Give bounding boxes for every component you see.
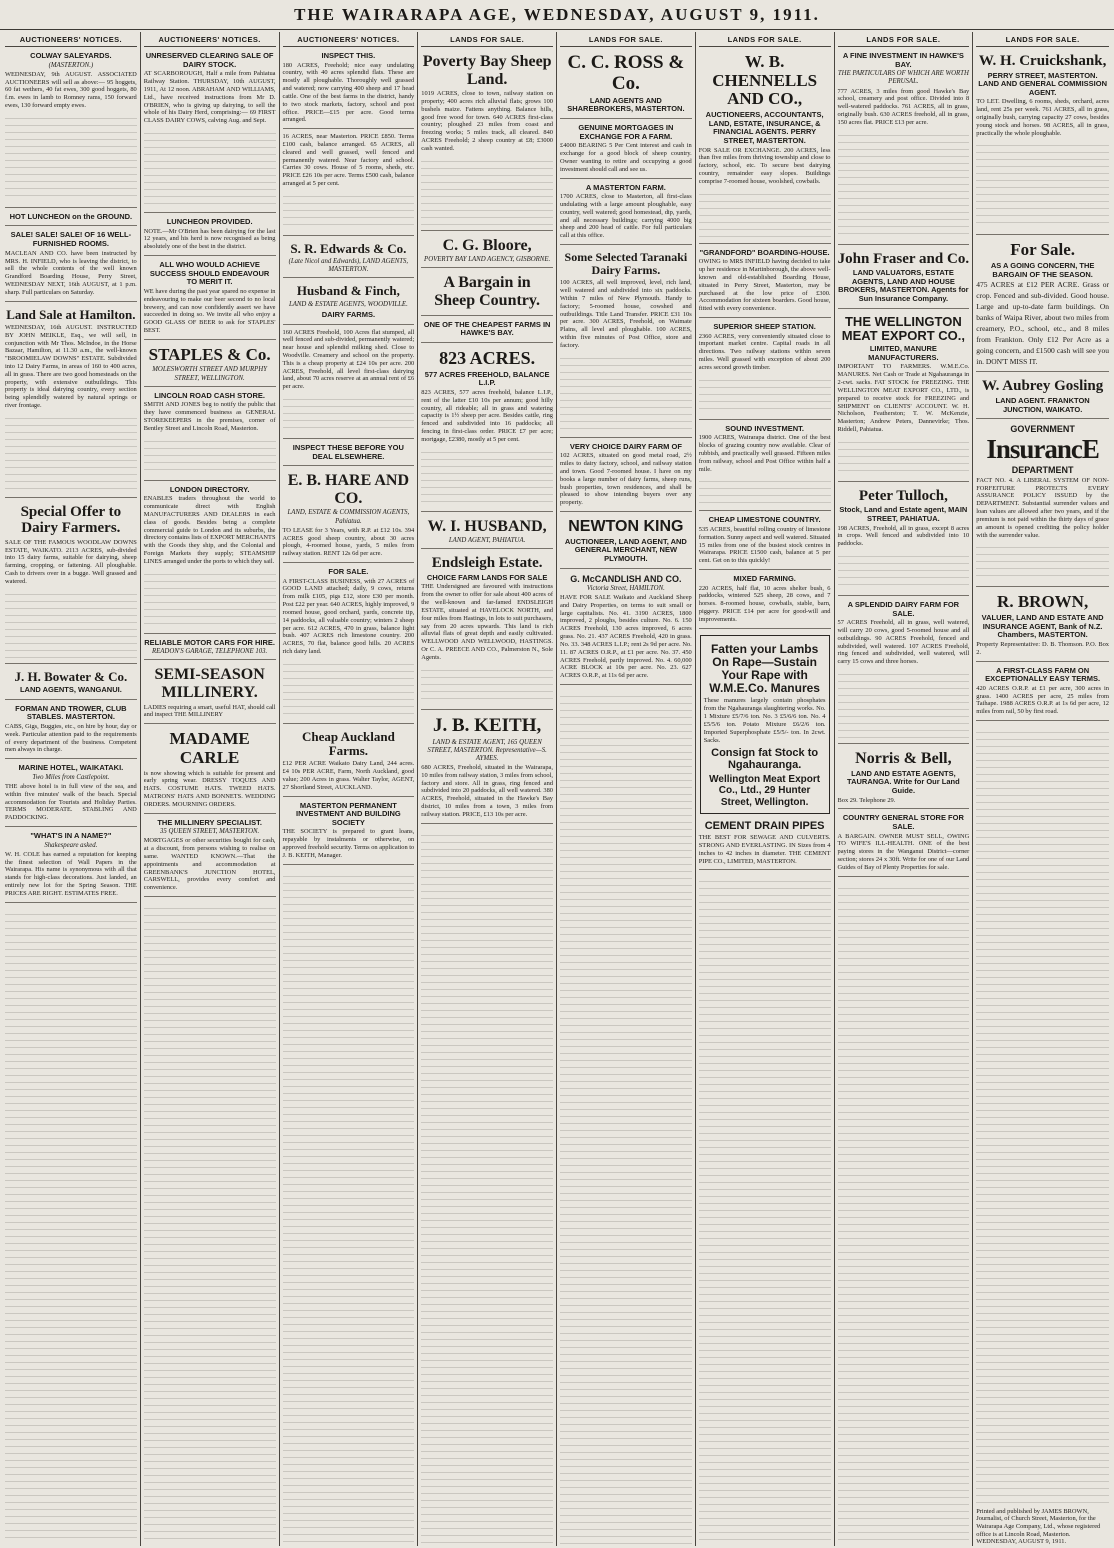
ad-title: C. G. Bloore, <box>442 236 532 254</box>
ad-subtitle: (MASTERTON.) <box>48 61 94 69</box>
ad-body: THE BEST FOR SEWAGE AND CULVERTS. STRONG AND EVERLASTING. IN Sizes from 4 inches to 42 inches in diameter. THE CEMENT PIPE CO., LIMITED, MASTERTON. <box>698 834 831 865</box>
ad-title: LINCOLN ROAD CASH STORE. <box>154 390 265 400</box>
ad-title: W. Aubrey Gosling <box>981 378 1104 395</box>
ad-title: RELIABLE MOTOR CARS FOR HIRE. <box>144 637 275 647</box>
text-filler <box>283 190 415 230</box>
text-filler <box>421 829 553 1544</box>
ad-title: ONE OF THE CHEAPEST FARMS IN HAWKE'S BAY. <box>423 319 551 338</box>
ad-meat-export <box>838 312 970 482</box>
ad-for-sale-business <box>283 566 415 724</box>
newspaper-columns <box>2 32 1112 1546</box>
ad-title: J. B. KEITH, <box>433 714 542 736</box>
ad-superior-sheep-station <box>699 321 831 420</box>
ad-title: Some Selected Taranaki Dairy Farms. <box>564 250 688 278</box>
ad-body: 823 ACRES, 577 acres freehold, balance L.I.P., rent of the latter £10 10s per annum; good hilly country, all rideable; all in grass and watering capacity is 1½ sheep per acre. Besides cattle, ring fenced and subdivided into 16 paddocks; all fencing in first-class order. PRICE £7 per acre; mortgage, £2380, mostly at 5 per cent. <box>421 388 553 443</box>
ad-body: Property Representative: D. B. Thomson. P.O. Box 2. <box>976 640 1109 656</box>
ad-building-society <box>283 800 415 865</box>
ad-title: E. B. HARE AND CO. <box>287 472 410 507</box>
ad-splendid-dairy-farm <box>838 599 970 744</box>
text-filler <box>976 541 1109 581</box>
ad-woodville-dairy <box>283 328 415 440</box>
ad-title: A FIRST-CLASS FARM ON EXCEPTIONALLY EASY TERMS. <box>985 665 1101 684</box>
ad-endsleigh-estate <box>421 552 553 709</box>
masthead: THE WAIRARAPA AGE, WEDNESDAY, AUGUST 9, 1911. <box>0 0 1114 30</box>
ad-body: 160 ACRES Freehold, 100 Acres flat stumped, all well fenced and sub-divided, permanently watered; near house and splendid milking shed. Close to Woodville. Creamery and school on the property. This is a cheap property at £24 10s per acre. 200 ACRES, Freehold, all level first-class dairying land, about 70 acres reserve at an annual rent of £6 per acre. <box>282 328 415 391</box>
ad-colway-saleyards <box>5 50 137 208</box>
ad-subtitle: DEPARTMENT <box>1011 465 1074 476</box>
text-filler <box>560 690 692 1544</box>
ad-subtitle: AS A GOING CONCERN, THE BARGAIN OF THE SEASON. <box>990 261 1095 279</box>
ad-title: W. B. CHENNELLS AND CO., <box>712 52 818 109</box>
ad-john-fraser <box>838 248 970 309</box>
ad-body: SALE OF THE FAMOUS WOODLAW DOWNS ESTATE, WAIKATO. 2113 ACRES, sub-divided into 15 dairy farms, suitable for dairying, sheep farming, cropping, or fattening. All ploughable. Cash to drivers over in a bugge. Well grassed and watered. <box>5 538 137 585</box>
ad-body: HAVE FOR SALE Waikato and Auckland Sheep and Dairy Properties, on terms to suit small or large capitalists. No. 41. 3190 ACRES, 1800 improved, 2 ploughs, besides culture. No. 6. 150 ACRES Freehold, 130 acres improved, 6 acres grass. No. 21. 437 ACRES Freehold, 420 in grass. No. 33. 348 ACRES L.I.P.; rent 2s 9d per acre. No. 11. 87 ACRES O.R.P., at £1 per acre. No. 37. 450 ACRES Freehold, partly improved. No. 4. 60,000 ACRE BLOCK at 10s per acre. No. 23. 627 ACRES O.R.P., at 11s 6d per acre. <box>560 594 692 680</box>
text-filler <box>283 870 415 1544</box>
ad-newton-king <box>560 515 692 568</box>
ad-subtitle: Consign fat Stock to Ngahauranga. <box>711 747 819 772</box>
ad-body: WEDNESDAY, 16th AUGUST. INSTRUCTED BY JOHN MEIKLE, Esq., we will sell, in conjunction with Mr Thos. McIndoe, in the Horse Bazaar, Hamilton, at 11.30 a.m., the well-known "BROOMIELAW DOWNS" ESTATE. Subdivided into 12 Dairy Farms, in areas of 160 to 400 acres, all in grass. There are two good homesteads on the property, with extensive outbuildings. This property is ideal dairying country, every section being splendidly watered by natural springs or river frontage. <box>5 323 137 410</box>
ad-title: MIXED FARMING. <box>733 574 796 583</box>
text-filler <box>699 875 831 1544</box>
ad-title: Endsleigh Estate. <box>431 555 543 572</box>
ad-wi-husband <box>421 515 553 550</box>
ad-body: THE above hotel is in full view of the sea, and within five minutes' walk of the beach. Special accommodation for Tourists and Holiday Parties. TERMS MODERATE. STABLING AND PADDOCKING. <box>5 782 137 822</box>
ad-husband-finch <box>283 281 415 324</box>
text-filler <box>838 436 970 476</box>
ad-title: HOT LUNCHEON on the GROUND. <box>9 211 133 221</box>
ad-title: A MASTERTON FARM. <box>585 182 666 192</box>
ad-body: £12 PER ACRE Waikato Dairy Land, 244 acres. £4 10s PER ACRE, Farm, North Auckland, good value; 200 Acres in grass. Walter Taylor, AGENT, 27 Shortland Street, AUCKLAND. <box>282 760 415 791</box>
ad-body: 180 ACRES, Freehold; nice easy undulating country, with 40 acres splendid flats. These are mostly all ploughable. Thoroughly well grassed and watered; now carrying 400 sheep and 17 head cattle. One of the best farms in the district, handy to two stock markets, factory, school and post office. PRICE—£15 per acre. Good terms arranged. <box>282 61 415 124</box>
text-filler <box>144 435 276 475</box>
ad-subtitle: LAND AGENT, PAHIATUA. <box>448 537 526 545</box>
ad-forman-trower <box>5 703 137 760</box>
ad-staples-co <box>144 343 276 387</box>
ad-title: "GRANDFORD" BOARDING-HOUSE. <box>699 247 830 257</box>
ad-body: 16 ACRES, near Masterton. PRICE £850. Terms £100 cash, balance arranged. 65 ACRES, all cleared and well grassed, well fenced and permanently watered. Near factory and school. Carries 30 cows. House of 5 rooms, sheds, etc. PRICE £26 10s per acre. Terms £500 cash, balance arranged at 5 per cent. <box>282 133 415 187</box>
ad-subtitle: LAND AND ESTATE AGENTS, TAURANGA. Write for Our Land Guide. <box>847 768 960 795</box>
column-2 <box>141 32 280 1546</box>
ad-title: Norris & Bell, <box>855 750 952 768</box>
ad-body: 475 ACRES at £12 PER ACRE. Grass or crop. Fenced and sub-divided. Good house. Large and up-to-date farm buildings. On banks of Waipa River, about two miles from creamery, P.O., school, etc., and 8 miles from Frankton. Only £12 Per Acre as a going concern, and £1500 cash will see you in. DON'T MISS IT. <box>976 280 1109 366</box>
ad-title: FOR SALE. <box>328 567 369 576</box>
ad-title: COUNTRY GENERAL STORE FOR SALE. <box>842 813 964 831</box>
text-filler <box>699 475 831 505</box>
ad-title: GENUINE MORTGAGES IN EXCHANGE FOR A FARM. <box>578 123 674 141</box>
ad-furnished-rooms-sale <box>5 229 137 301</box>
ad-subtitle: (Late Nicol and Edwards), LAND AGENTS, MASTERTON. <box>288 258 409 274</box>
ad-subtitle: LAND AGENTS AND SHAREBROKERS, MASTERTON. <box>567 95 685 114</box>
ad-subtitle: AUCTIONEERS, ACCOUNTANTS, LAND, ESTATE, INSURANCE, & FINANCIAL AGENTS. PERRY STREET, MASTERTON. <box>705 110 824 145</box>
ad-body: A BARGAIN. OWNER MUST SELL, OWING TO WIFE'S ILL-HEALTH. ONE of the best paying stores in the Wanganui District—corner section; stores 24 x 30ft. Write for one of our Land Guides of Bay of Plenty Properties for sale. <box>837 832 970 871</box>
ad-title: W. H. Cruickshank, <box>978 53 1107 69</box>
text-filler <box>699 374 831 414</box>
ad-cement-drain-pipes <box>699 817 831 870</box>
ad-title: W. I. HUSBAND, <box>427 517 547 535</box>
ad-luncheon <box>144 216 276 256</box>
ad-title: Peter Tulloch, <box>858 487 948 504</box>
ad-country-store <box>838 812 970 876</box>
ad-body: Wellington Meat Export Co., Ltd., 29 Hunter Street, Wellington. <box>709 773 821 808</box>
ad-body: NOTE.—Mr O'Brien has been dairying for the last 12 years, and his herd is now recognised as being absolutely one of the best in the district. <box>143 227 276 251</box>
ad-body: THE Undersigned are favoured with instructions from the owner to offer for sale about 400 acres of the well-known and far-famed ENDSLEIGH ESTATE, situated at HAVELOCK NORTH, and four miles from Hastings, in lots to suit purchasers, say from 20 acres upwards. This land is rich alluvial flats of great depth and easily cultivated. WELLWOOD AND WELLWOOD, HASTINGS. Or C. A. PREECE AND CO., Palmerston N., Sole Agents. <box>421 583 553 661</box>
ad-title: LONDON DIRECTORY. <box>169 484 250 494</box>
ad-body: 102 ACRES, situated on good metal road, 2½ miles to dairy factory, school, and railway station and town. Good 7-roomed house. I have on my books a large number of dairy farms, sheep runs, bush properties, town residences, and shall be pleased to show intending buyers over any property. <box>560 452 692 507</box>
ad-madame-carle <box>144 727 276 813</box>
ad-cc-ross <box>560 50 692 119</box>
column-7 <box>835 32 974 1546</box>
ad-subtitle: AUCTIONEER, LAND AGENT, AND GENERAL MERCHANT, NEW PLYMOUTH. <box>564 536 687 563</box>
ad-title: THE MILLINERY SPECIALIST. <box>157 817 262 827</box>
ad-title: John Fraser and Co. <box>837 250 970 267</box>
ad-title: SALE! SALE! SALE! OF 16 WELL-FURNISHED ROOMS. <box>10 230 132 249</box>
ad-taranaki-farms <box>560 248 692 438</box>
column-1 <box>2 32 141 1546</box>
text-filler <box>144 127 276 207</box>
ad-title: Cheap Auckland Farms. <box>301 728 395 759</box>
ad-title: MARINE HOTEL, WAIKATAKI. <box>18 763 124 773</box>
ad-title: 823 ACRES. <box>439 347 536 368</box>
ad-hot-luncheon <box>5 211 137 227</box>
ad-body: TO LET. Dwelling, 6 rooms, sheds, orchard, acres land, rent 25s per week. 761 ACRES, all in grass, originally bush, carrying capacity 27 cows, besides young stock and horses. 98 ACRES, all in grass, practically the whole ploughable. <box>976 98 1109 137</box>
ad-subtitle: LAND AGENT. FRANKTON JUNCTION, WAIKATO. <box>995 395 1090 414</box>
ad-semi-season-millinery <box>144 663 276 724</box>
column-3 <box>280 32 419 1546</box>
ad-body: 1700 ACRES, close to Masterton, all first-class undulating with a large amount ploughable, easy country, well watered; good homestead, dip, yards, and all necessary buildings; carrying 4000 big sheep and 200 head of cattle. For full particulars call at this office. <box>560 193 692 240</box>
ad-title: Land Sale at Hamilton. <box>6 306 136 322</box>
ad-body: 2360 ACRES, very conveniently situated close to important market centre. Capital roads in all directions. Two railway stations within seven miles. Well grassed with exception of about 200 acres second growth timber. <box>698 332 831 371</box>
ad-body: FOR SALE OR EXCHANGE. 200 ACRES, less than five miles from thriving township and close to factory, school, etc. To secure best dairying country, remainder easy slopes. Buildings comprise 7-roomed house, woolshed, cowbails. <box>698 146 831 185</box>
ad-title: VERY CHOICE DAIRY FARM OF <box>569 441 682 451</box>
ad-peter-tulloch <box>838 485 970 596</box>
ad-special-offer <box>5 501 137 664</box>
ad-jb-keith <box>421 713 553 824</box>
ad-title: Poverty Bay Sheep Land. <box>422 53 552 88</box>
text-filler <box>144 902 276 1544</box>
column-8 <box>973 32 1112 1546</box>
text-filler <box>421 664 553 704</box>
ad-title: R. BROWN, <box>997 592 1089 612</box>
ad-title: LUNCHEON PROVIDED. <box>166 216 253 226</box>
ad-body: 57 ACRES Freehold, all in grass, well watered, will carry 20 cows, good 5-roomed house and all outbuildings. 90 ACRES Freehold, fenced and subdivided, well watered. 107 ACRES Freehold, ring fenced and subdivided, well watered, will carry 15 cows and three horses. <box>837 619 970 666</box>
ad-subtitle: VALUER, LAND AND ESTATE AND INSURANCE AGENT, Bank of N.Z. Chambers, MASTERTON. <box>981 613 1104 640</box>
ad-millinery-specialist <box>144 817 276 897</box>
printers-imprint: Printed and published by JAMES BROWN, Journalist, of Church Street, Masterton, for the Wairarapa Age Company, Ltd., whose registered office is at Lincoln Road, Masterton. WEDNESDAY, AUGUST 9, 1911. <box>976 1507 1101 1546</box>
ad-title: STAPLES & Co. <box>148 344 271 364</box>
ad-body: 680 ACRES, Freehold, situated in the Wairarapa, 10 miles from railway station, 3 miles from school, factory and store. All in grass, ring fenced and subdivided into 20 paddocks, all well watered. 380 ACRES, Freehold, situated in the Hawke's Bay district, 10 miles from a town, 3 miles from railway station. PRICE, £13 10s per acre. <box>421 763 553 818</box>
ad-london-directory <box>144 484 276 634</box>
ad-body: These manures largely contain phosphates from the Ngahauranga slaughtering works. No. 1 Mixture £5/7/6 ton. No. 3 £5/6/6 ton. No. 4 £5/5/6 ton. Potato Mixture £6/2/6 ton. Imported Superphosphate £5/5/- ton. In 2cwt. Sacks. <box>703 697 826 744</box>
column-header: AUCTIONEERS' NOTICES. <box>5 32 137 47</box>
ad-subtitle: Shakespeare asked. <box>44 841 98 849</box>
ad-title: THE WELLINGTON MEAT EXPORT CO., <box>841 313 965 343</box>
ad-cheap-auckland-farms <box>283 727 415 797</box>
ad-subtitle: READON'S GARAGE, TELEPHONE 103. <box>151 648 268 656</box>
ad-subtitle: LAND, ESTATE & COMMISSION AGENTS, Pahiatua. <box>287 509 410 525</box>
ad-subtitle: Two Miles from Castlepoint. <box>32 773 110 781</box>
ad-title: C. C. ROSS & Co. <box>567 52 685 94</box>
ad-title: CEMENT DRAIN PIPES <box>704 820 825 832</box>
ad-subtitle: LIMITED, MANURE MANUFACTURERS. <box>868 344 939 362</box>
ad-title: ALL WHO WOULD ACHIEVE SUCCESS SHOULD ENDEAVOUR TO MERIT IT. <box>149 260 270 287</box>
ad-subtitle: Stock, Land and Estate agent, MAIN STREET, PAHIATUA. <box>839 505 968 523</box>
ad-first-class-farm <box>976 665 1109 722</box>
ad-body: IMPORTANT TO FARMERS. W.M.E.Co. MANURES. Net Cash or Trade at Ngahauranga in 2-cwt. sacks. FAT STOCK for FREEZING. THE WELLINGTON MEAT EXPORT CO., LTD., is prepared to receive stock for FREEZING and SHIPMENT on CLIENTS' ACCOUNT. W. H. Nicholson, Featherston; T. W. McKenzie, Masterton; Andrew Peters, Dannevirke; Thos. Riddell, Pahiatua. <box>837 363 970 433</box>
text-filler <box>421 446 553 506</box>
ad-body: 420 ACRES O.R.P. at £1 per acre, 300 acres in grass. 1400 ACRES per acre, 25 miles from Taihape. 1988 ACRES O.R.P. at 1s 6d per acre, 12 miles from rail, 50 by first road. <box>976 684 1109 716</box>
ad-subtitle: CHOICE FARM LANDS FOR SALE <box>426 572 548 582</box>
ad-subtitle: 577 ACRES FREEHOLD, BALANCE L.I.P. <box>424 369 550 388</box>
ad-body: TO LEASE for 3 Years, with R.P. at £12 10s. 394 ACRES good sheep country, about 30 acres plough, 4-roomed house, yards, 5 miles from railway station. RENT 12s 6d per acre. <box>282 526 415 558</box>
ad-subtitle: LAND & ESTATE AGENT, 165 QUEEN STREET, MASTERTON. Representative—S. AYMES. <box>427 738 547 762</box>
text-filler <box>5 588 137 658</box>
ad-wh-cole <box>5 830 137 903</box>
ad-cheapest-farms <box>421 319 553 343</box>
column-header: LANDS FOR SALE. <box>421 32 553 47</box>
ad-r-brown <box>976 590 1109 661</box>
ad-inspect-these <box>283 442 415 466</box>
ad-staples-beer <box>144 259 276 340</box>
ad-body: MACLEAN AND CO. have been instructed by MRS. H. INFIELD, who is leaving the district, to sell the whole contents of the well known Grandford Boarding House, Perry Street, WEDNESDAY NEXT, 16th AUGUST, at 1 p.m. sharp. Full particulars on Saturday. <box>5 249 137 296</box>
ad-body: is now showing which is suitable for present and early spring wear. DRESSY TOQUES AND HATS. COSTUME HATS. TWEED HATS. MATRONS' HATS AND BONNETS. WEDDING ORDERS. MOURNING ORDERS. <box>143 769 276 808</box>
ad-title: SUPERIOR SHEEP STATION. <box>713 321 816 331</box>
ad-body: 198 ACRES, Freehold, all in grass, except 8 acres in crops. Well fenced and subdivided into 10 paddocks. <box>837 524 970 548</box>
ad-norris-bell <box>838 747 970 809</box>
ad-body: OWING to MRS INFIELD having decided to take up her residence in Martinborough, the above well-known and old-established Boarding House, situated in Perry Street, Masterton, may be purchased at the low price of £300. Accommodation for sixteen boarders. Good house, fitted with every convenience. <box>698 258 831 313</box>
ad-body: 220 ACRES, half flat, 10 acres shelter bush, 6 paddocks, wintered 525 sheep, 28 cows, and 7 horses. 8-roomed house, cowbails, stable, barn, piggery. PRICE £14 per acre for good-will and improvements. <box>698 584 831 623</box>
ad-title: J. H. Bowater & Co. <box>14 668 128 684</box>
text-filler <box>838 129 970 239</box>
ad-title: S. R. Edwards & Co. <box>290 240 407 256</box>
text-filler <box>976 726 1109 1506</box>
ad-body: AT SCARBOROUGH, Half a mile from Pahiatua Railway Station. THURSDAY, 10th AUGUST, 1911, At 12 noon. ABRAHAM AND WILLIAMS, Ltd., have received instructions from Mr D. O'BRIEN, who is giving up dairying, to sell the whole of his Dairy Herd, comprising:— 69 FIRST CLASS DAIRY COWS, calving Aug. and Sept. <box>143 70 276 125</box>
ad-land-sale-hamilton <box>5 305 137 498</box>
column-header: LANDS FOR SALE. <box>699 32 831 47</box>
ad-body: 535 ACRES, beautiful rolling country of limestone formation. Sunny aspect and well watered. Situated 15 miles from one of the busiest stock centres in Wairarapa. PRICE £1500 cash, balance at 5 per cent. Get on to this quickly! <box>698 525 831 565</box>
column-4 <box>418 32 557 1546</box>
ad-body: £4000 BEARING 5 Per Cent interest and cash in exchange for a good block of sheep country. Owner wanting to retire and occupying a good investment should call and see us. <box>560 142 692 173</box>
column-header: AUCTIONEERS' NOTICES. <box>283 32 415 47</box>
ad-body: THE SOCIETY is prepared to grant loans, repayable by instalments or otherwise, on approved freehold security. Terms on application to J. B. KEITH, Manager. <box>282 828 415 859</box>
ad-body: MORTGAGES or other securities bought for cash, at a discount, from persons wishing to realise on same. WANTED KNOWN.—That the appointments and accommodation at GREENBANK'S JUNCTION HOTEL, CARSWELL, provides every comfort and convenience. <box>143 837 276 892</box>
ad-title: INSPECT THIS. <box>321 51 376 60</box>
ad-motor-cars <box>144 637 276 661</box>
ad-mixed-farming <box>699 573 831 629</box>
ad-title: INSPECT THESE BEFORE YOU DEAL ELSEWHERE. <box>292 443 404 461</box>
ad-bargain-sheep <box>421 271 553 315</box>
ad-body: 777 ACRES, 3 miles from good Hawke's Bay school, creamery and post office. Divided into 8 well-watered paddocks. 761 ACRES, all in grass, originally bush. 630 ACRES freehold, all in grass, 150 acres flat. PRICE £13 per acre. <box>837 87 970 126</box>
ad-cheap-limestone <box>699 514 831 570</box>
ad-subtitle: POVERTY BAY LAND AGENCY, GISBORNE. <box>424 256 551 264</box>
ad-title: Fatten your Lambs On Rape—Sustain Your Rape with W.M.E.Co. Manures <box>709 641 820 696</box>
ad-body: A FIRST-CLASS BUSINESS, with 27 ACRES of GOOD LAND attached; daily, 9 cows, returns from milk £105, pigs £12, store £30 per month. Post £22 per year. 640 ACRES, highly improved, 9 roomed house, good orchard, yards, concrete tip, 14 paddocks, all valuable country; winters 2 sheep per acre. 612 ACRES, 470 in grass, balance light bush. 407 ACRES rich limestone country. 200 ACRES, 70 flat, balance good hills. 20 ACRES rich dairy land. <box>282 577 415 655</box>
ad-body: CABS, Gigs, Buggies, etc., on hire by hour, day or week. Particular attention paid to the requirements of every department of the business. Competent men always in charge. <box>5 722 137 754</box>
text-filler <box>838 550 970 590</box>
text-filler <box>560 352 692 432</box>
text-filler <box>5 908 137 1544</box>
ad-subtitle: MOLESWORTH STREET AND MURPHY STREET, WELLINGTON. <box>152 366 267 382</box>
column-5 <box>557 32 696 1546</box>
ad-body: LADIES requiring a smart, useful HAT, should call and inspect THE MILLINERY <box>143 703 276 719</box>
ad-bowater <box>5 667 137 700</box>
column-header: LANDS FOR SALE. <box>838 32 970 47</box>
ad-masterton-farm <box>560 182 692 246</box>
ad-title: FORMAN AND TROWER, CLUB STABLES. MASTERTON. <box>15 703 127 722</box>
text-filler <box>421 155 553 225</box>
ad-poverty-bay <box>421 50 553 231</box>
ad-for-sale-going-concern <box>976 238 1109 372</box>
ad-body: ENABLES traders throughout the world to communicate direct with English MANUFACTURERS AND DEALERS in each class of goods. Besides being a complete commercial guide to London and its suburbs, the directory contains lists of EXPORT MERCHANTS with the Goods they ship, and the Colonial and Foreign Markets they supply; STEAMSHIP LINES arranged under the ports to which they sail. <box>143 495 276 565</box>
column-header: LANDS FOR SALE. <box>560 32 692 47</box>
ad-title: MADAME CARLE <box>169 729 250 767</box>
ad-body: Box 29. Telephone 29. <box>837 796 896 804</box>
ad-title: CHEAP LIMESTONE COUNTRY. <box>708 515 821 525</box>
ad-clearing-sale <box>144 50 276 213</box>
ad-inspect-this <box>283 50 415 129</box>
text-filler <box>838 668 970 738</box>
ad-body: WE have during the past year spared no expense in endeavouring to make our beer second to no local brewery, and can now confidently assert we have succeeded in doing so. We invite all who enjoy a GOOD GLASS OF BEER to ask for STAPLES' BEST. <box>143 287 276 334</box>
ad-title: Husband & Finch, <box>296 283 400 299</box>
column-header: AUCTIONEERS' NOTICES. <box>144 32 276 47</box>
ad-body: FACT NO. 4. A LIBERAL SYSTEM OF NON-FORFEITURE PROTECTS EVERY ASSURANCE POLICY ISSUED by the DEPARTMENT. Substantial surrender values and loan values are allowed after two years, and if the premium is not paid within the thirty days of grace an amount is opened crediting the policy holder with the surrender value. <box>976 476 1109 539</box>
ad-title: G. McCANDLISH AND CO. <box>570 573 682 584</box>
ad-title: InsurancE <box>986 434 1099 465</box>
ad-government-insurance <box>976 422 1109 587</box>
ad-grandford-boarding-house <box>699 247 831 318</box>
ad-title: "WHAT'S IN A NAME?" <box>30 830 112 840</box>
ad-body: DAIRY FARMS. <box>321 309 376 319</box>
ad-title: COLWAY SALEYARDS. <box>30 51 112 60</box>
text-filler <box>976 139 1109 229</box>
ad-subtitle: 35 QUEEN STREET, MASTERTON. <box>159 828 260 836</box>
text-filler <box>283 658 415 718</box>
text-filler <box>5 112 137 202</box>
ad-fatten-lambs-box <box>700 635 830 814</box>
ad-subtitle: Victoria Street, HAMILTON. <box>586 584 665 592</box>
ad-body: W. H. COLE has earned a reputation for keeping the finest selection of Wall Papers in the Wairarapa. His name is synonymous with all that stands for high-class decorations. Just landed, an entirely new lot for the Spring Season. THE PRICES ARE RIGHT. ESTIMATES FREE. <box>5 850 137 897</box>
ad-genuine-mortgages <box>560 122 692 179</box>
ad-title: A Bargain in Sheep Country. <box>434 274 541 310</box>
text-filler <box>283 393 415 433</box>
text-filler <box>5 412 137 492</box>
ad-title: SOUND INVESTMENT. <box>725 423 804 433</box>
ad-title: NEWTON KING <box>568 518 684 536</box>
column-header: LANDS FOR SALE. <box>976 32 1109 47</box>
ad-lincoln-road-store <box>144 390 276 481</box>
ad-sound-investment <box>699 423 831 512</box>
ad-title: Special Offer to Dairy Farmers. <box>20 503 122 537</box>
ad-subtitle: LAND & ESTATE AGENTS, WOODVILLE. <box>288 300 408 308</box>
ad-body: WEDNESDAY, 9th AUGUST. ASSOCIATED AUCTIONEERS will sell as above:— 95 hoggets, 60 fat wethers, 40 fat ewes, 300 good hoggets, 80 f.m. ewes in lamb to Romney rams, 150 forward ewes, 130 forward empty ewes. <box>5 70 137 110</box>
ad-eb-hare <box>283 469 415 563</box>
ad-body: 100 ACRES, all well improved, level, rich land, well watered and subdivided into six paddocks. Within 7 miles of New Plymouth. Handy to factory; 5-roomed house, cowshed and outbuildings. Title Land Transfer. PRICE £31 10s per acre. 300 ACRES, Freehold, on Waimate Plains, all level and ploughable. 100 ACRES, within five minutes of Post Office, store and factory. <box>560 279 692 349</box>
column-6 <box>696 32 835 1546</box>
text-filler <box>144 568 276 628</box>
ad-title: A SPLENDID DAIRY FARM FOR SALE. <box>847 599 960 618</box>
ad-823-acres <box>421 346 553 512</box>
ad-kicker: GOVERNMENT <box>1010 424 1075 435</box>
ad-fine-investment <box>838 50 970 245</box>
ad-cg-bloore <box>421 234 553 269</box>
ad-small-holdings <box>283 132 415 236</box>
text-filler <box>838 882 970 1544</box>
ad-body: SMITH AND JONES beg to notify the public that they have commenced business as GENERAL STOREKEEPERS in the premises, corner of Bentley Street and Lincoln Road, Masterton. <box>143 401 276 432</box>
text-filler <box>699 188 831 238</box>
ad-mccandlish <box>560 572 692 685</box>
ad-subtitle: PERRY STREET, MASTERTON. LAND AND GENERAL COMMISSION AGENT. <box>978 70 1107 97</box>
ad-cruickshank <box>976 50 1109 235</box>
ad-body: 1019 ACRES, close to town, railway station on property; 400 acres rich alluvial flats; grows 100 bushels maize. Fattens anything. Balance hills, good free wood for town. 640 ACRES first-class country; ploughed 23 miles from coast and freezing works; 5 miles track, all cleared. 840 ACRES Freehold; 2 sheep country at £8; £3000 cash wanted. <box>421 90 553 152</box>
ad-title: SEMI-SEASON MILLINERY. <box>154 666 265 701</box>
ad-body: 1900 ACRES, Wairarapa district. One of the best blocks of grazing country now available. Clear of rubbish, and practically well grassed. Fifteen miles from railway, school and Post Office within half a mile. <box>698 434 831 473</box>
ad-title: A FINE INVESTMENT IN HAWKE'S BAY. <box>842 51 964 69</box>
ad-choice-dairy-farm <box>560 441 692 512</box>
ad-subtitle: LAND AGENTS, WANGANUI. <box>19 685 122 694</box>
ad-sr-edwards <box>283 239 415 279</box>
ad-title: For Sale. <box>1010 240 1076 260</box>
ad-chennells <box>699 50 831 244</box>
ad-aubrey-gosling <box>976 375 1109 419</box>
ad-subtitle: LAND VALUATORS, ESTATE AGENTS, LAND AND HOUSE BROKERS, MASTERTON. Agents for Sun Insurance Company. <box>838 268 969 303</box>
ad-marine-hotel <box>5 762 137 827</box>
ad-subtitle: THE PARTICULARS OF WHICH ARE WORTH PERUSAL. <box>837 70 969 86</box>
ad-title: UNRESERVED CLEARING SALE OF DAIRY STOCK. <box>145 51 274 69</box>
ad-title: MASTERTON PERMANENT INVESTMENT AND BUILDING SOCIETY <box>296 800 401 827</box>
